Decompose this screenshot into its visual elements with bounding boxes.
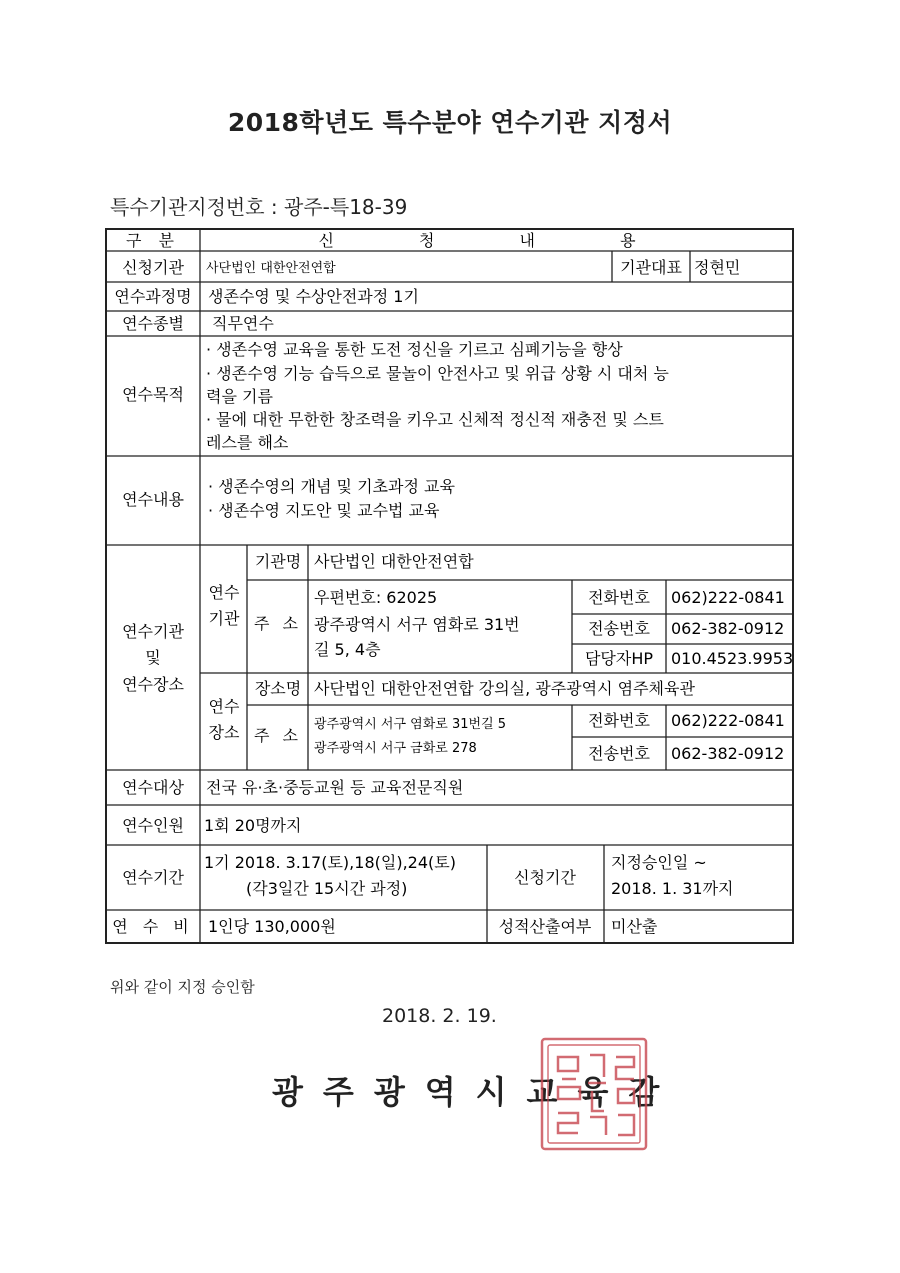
content-line: · 생존수영의 개념 및 기초과정 교육 — [208, 477, 455, 496]
apply-period-line: 지정승인일 ~ — [611, 853, 707, 872]
course-name-label: 연수과정명 — [114, 287, 192, 306]
purpose-line: · 생존수영 기능 습득으로 물놀이 안전사고 및 위급 상황 시 대처 능 — [206, 364, 669, 383]
course-type-value: 직무연수 — [212, 314, 274, 333]
place-fax-label: 전송번호 — [588, 744, 650, 763]
fee-label: 연 수 비 — [112, 917, 194, 936]
applicant-value: 사단법인 대한안전연합 — [206, 261, 336, 276]
content-label: 연수내용 — [122, 490, 184, 509]
institution-address-line: 우편번호: 62025 — [314, 588, 438, 607]
place-sub-label: 장소 — [208, 723, 240, 742]
place-fax-value: 062-382-0912 — [671, 744, 785, 763]
institution-place-label: 연수장소 — [122, 675, 184, 694]
institution-address-line: 광주광역시 서구 염화로 31번 — [314, 615, 520, 634]
institution-place-label: 및 — [145, 648, 161, 667]
institution-place-label: 연수기관 — [122, 622, 184, 641]
applicant-label: 신청기관 — [122, 258, 184, 277]
target-label: 연수대상 — [122, 778, 184, 797]
grade-label: 성적산출여부 — [498, 917, 592, 936]
institution-address-label: 주 소 — [254, 614, 302, 633]
institution-phone-value: 062)222-0841 — [671, 588, 785, 607]
content-line: · 생존수영 지도안 및 교수법 교육 — [208, 501, 440, 520]
period-label: 연수기간 — [122, 868, 184, 887]
representative-value: 정현민 — [694, 258, 741, 277]
institution-sub-label: 연수 — [208, 583, 240, 602]
grade-value: 미산출 — [611, 917, 658, 936]
institution-contact-label: 담당자HP — [584, 649, 654, 668]
place-sub-label: 연수 — [208, 697, 240, 716]
issue-date: 2018. 2. 19. — [382, 1005, 497, 1027]
apply-period-label: 신청기간 — [514, 868, 576, 887]
institution-phone-label: 전화번호 — [588, 588, 650, 607]
header-content: 신 청 내 용 — [318, 231, 676, 250]
institution-address-line: 길 5, 4층 — [314, 640, 381, 659]
institution-contact-value: 010.4523.9953 — [671, 649, 794, 668]
institution-fax-value: 062-382-0912 — [671, 619, 785, 638]
institution-fax-label: 전송번호 — [588, 619, 650, 638]
approval-text: 위와 같이 지정 승인함 — [110, 978, 255, 996]
purpose-line: 력을 기름 — [206, 387, 273, 406]
period-line: (각3일간 15시간 과정) — [246, 879, 408, 898]
fee-value: 1인당 130,000원 — [208, 917, 336, 936]
purpose-line: 레스를 해소 — [206, 433, 289, 452]
purpose-line: · 생존수영 교육을 통한 도전 정신을 기르고 심폐기능을 향상 — [206, 340, 623, 359]
target-value: 전국 유·초·중등교원 등 교육전문직원 — [206, 778, 464, 797]
place-phone-label: 전화번호 — [588, 711, 650, 730]
course-name-value: 생존수영 및 수상안전과정 1기 — [208, 287, 419, 306]
document-title: 2018학년도 특수분야 연수기관 지정서 — [227, 108, 673, 137]
institution-sub-label: 기관 — [208, 609, 240, 628]
place-phone-value: 062)222-0841 — [671, 711, 785, 730]
place-address-line: 광주광역시 서구 염화로 31번길 5 — [314, 717, 507, 732]
place-name-label: 장소명 — [254, 679, 302, 698]
institution-name-label: 기관명 — [254, 552, 302, 571]
period-line: 1기 2018. 3.17(토),18(일),24(토) — [204, 853, 456, 872]
issuer-name: 광주광역시교육감 — [272, 1073, 680, 1111]
purpose-line: · 물에 대한 무한한 창조력을 키우고 신체적 정신적 재충전 및 스트 — [206, 410, 664, 429]
capacity-label: 연수인원 — [122, 816, 184, 835]
registration-number: 특수기관지정번호 : 광주-특18-39 — [110, 195, 408, 219]
institution-name-value: 사단법인 대한안전연합 — [314, 552, 474, 571]
official-seal — [538, 1035, 650, 1153]
purpose-label: 연수목적 — [122, 385, 184, 404]
capacity-value: 1회 20명까지 — [204, 816, 302, 835]
header-category: 구 분 — [126, 231, 180, 250]
apply-period-line: 2018. 1. 31까지 — [611, 879, 734, 898]
place-address-line: 광주광역시 서구 금화로 278 — [314, 741, 477, 756]
course-type-label: 연수종별 — [122, 314, 184, 333]
place-name-value: 사단법인 대한안전연합 강의실, 광주광역시 염주체육관 — [314, 679, 695, 698]
place-address-label: 주 소 — [254, 726, 302, 745]
representative-label: 기관대표 — [620, 258, 682, 277]
